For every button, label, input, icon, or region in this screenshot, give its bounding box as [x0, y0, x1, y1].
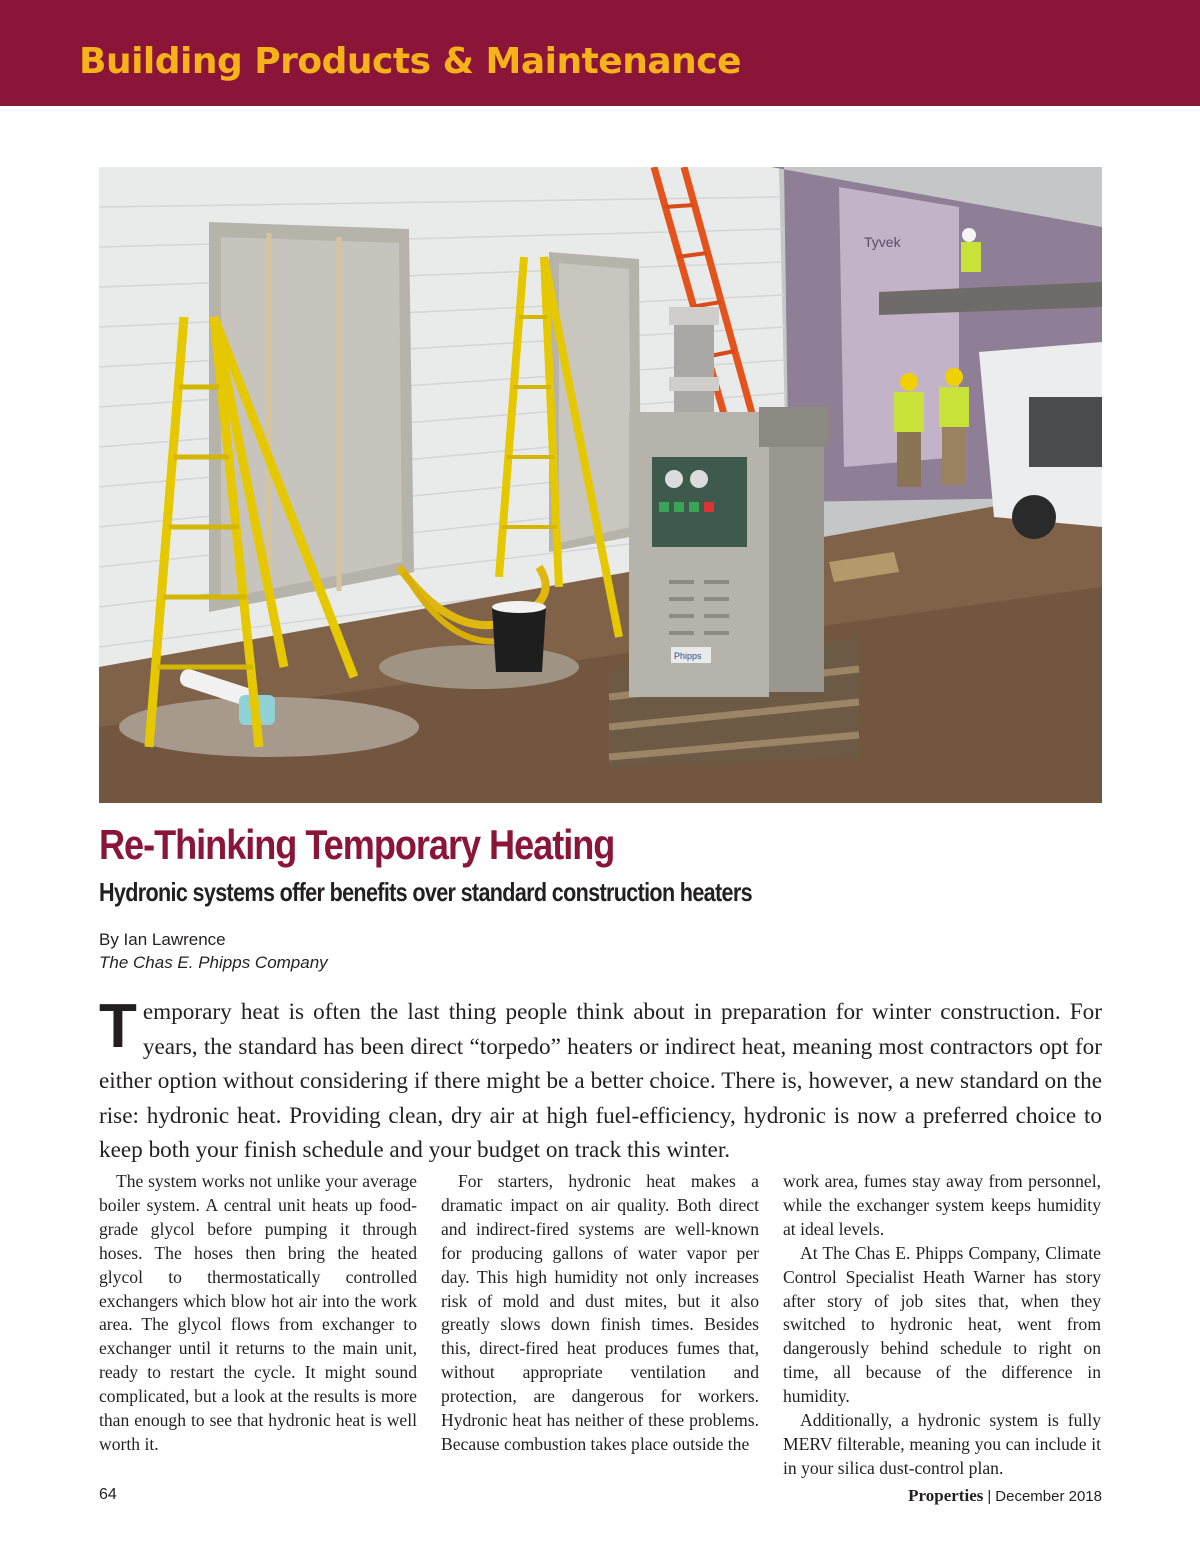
body-column-1 [99, 1170, 417, 1457]
running-footer [908, 1486, 1102, 1506]
body-column-2 [441, 1170, 759, 1457]
paragraph: work area, fumes stay away from personnel, while the exchanger system keeps humidity at ideal levels. [783, 1171, 1101, 1239]
byline [99, 928, 328, 974]
article-photo [99, 167, 1102, 803]
body-column-3 [783, 1170, 1101, 1481]
footer-separator: | [987, 1488, 992, 1505]
issue-date: December 2018 [995, 1488, 1102, 1505]
page-number: 64 [99, 1486, 117, 1503]
lede-text: emporary heat is often the last thing people think about in preparation for winter construction. For years, the standard has been direct “torpedo” heaters or indirect heat, meaning most contractors opt for either option without considering if there might be a better choice. There is, however, a new standard on the rise: hydronic heat. Providing clean, dry air at high fuel-efficiency, hydronic is now a preferred choice to keep both your finish schedule and your budget on track this winter. [99, 999, 1102, 1163]
author: By Ian Lawrence [99, 930, 226, 949]
article-headline: Re-Thinking Temporary Heating [99, 821, 615, 868]
magazine-name: Properties [908, 1486, 984, 1505]
section-title: Building Products & Maintenance [79, 41, 742, 82]
paragraph: At The Chas E. Phipps Company, Climate Control Specialist Heath Warner has story after story of job sites that, when they switched to hydronic heat, went from dangerously behind schedule to right on time, all because of the difference in humidity. [783, 1242, 1101, 1407]
tyvek-text: Tyvek [864, 234, 901, 250]
article-subheadline: Hydronic systems offer benefits over standard construction heaters [99, 877, 752, 907]
drop-cap: T [99, 992, 137, 1061]
paragraph: The system works not unlike your average boiler system. A central unit heats up food-grade glycol before pumping it through hoses. The hoses then bring the heated glycol to thermostatically controlled exchangers which blow hot air into the work area. The glycol flows from exchanger to exchanger until it returns to the main unit, ready to restart the cycle. It might sound complicated, but a look at the results is more than enough to see that hydronic heat is well worth it. [99, 1171, 417, 1454]
paragraph: For starters, hydronic heat makes a dramatic impact on air quality. Both direct and indirect-fired systems are well-known for producing gallons of water vapor per day. This high humidity not only increases risk of mold and dust mites, but it also greatly slows down finish times. Besides this, direct-fired heat produces fumes that, without appropriate ventilation and protection, are dangerous for workers. Hydronic heat has neither of these problems. Because combustion takes place outside the [441, 1171, 759, 1454]
author-company: The Chas E. Phipps Company [99, 953, 328, 972]
phipps-label: Phipps [674, 651, 702, 661]
lede-paragraph [99, 992, 1102, 1168]
construction-site-illustration [99, 167, 1102, 803]
paragraph: Additionally, a hydronic system is fully MERV filterable, meaning you can include it in your silica dust-control plan. [783, 1410, 1101, 1478]
